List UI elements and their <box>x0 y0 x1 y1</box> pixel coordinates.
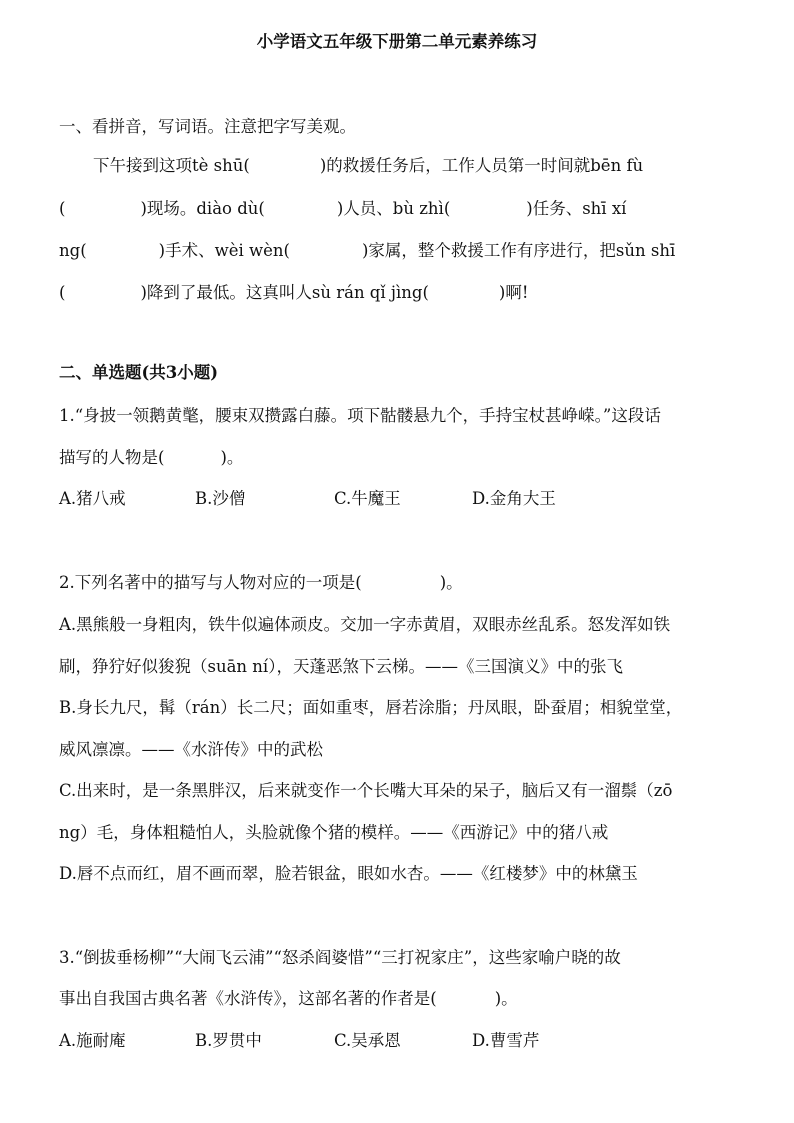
question-3-option-c[interactable]: C.吴承恩 <box>334 1031 401 1050</box>
section-1-heading: 一、看拼音，写词语。注意把字写美观。 <box>59 117 356 136</box>
question-2-option-c[interactable]: C.出来时，是一条黑胖汉，后来就变作一个长嘴大耳朵的呆子，脑后又有一溜鬃（zō <box>59 781 673 800</box>
question-2-option-a[interactable]: A.黑熊般一身粗肉，铁牛似遍体顽皮。交加一字赤黄眉，双眼赤丝乱系。怒发浑如铁 <box>59 615 671 634</box>
question-3-stem: 3.“倒拔垂杨柳”“大闹飞云浦”“怒杀阎婆惜”“三打祝家庄”，这些家喻户晓的故 <box>59 948 621 967</box>
text-segment: )啊! <box>498 283 529 302</box>
question-1-stem: 1.“身披一领鹅黄氅，腰束双攒露白藤。项下骷髅悬九个，手持宝杖甚峥嵘。”这段话 <box>59 406 661 425</box>
question-2-option-a-cont[interactable]: 刷，狰狞好似狻猊（suān ní），天蓬恶煞下云梯。——《三国演义》中的张飞 <box>59 657 623 676</box>
pinyin-line-1 <box>93 155 643 177</box>
pinyin-line-4 <box>59 282 529 304</box>
text-segment: )家属，整个救援工作有序进行，把sǔn shī <box>361 241 676 260</box>
question-1-option-d[interactable]: D.金角大王 <box>472 489 556 508</box>
question-3-option-a[interactable]: A.施耐庵 <box>59 1031 126 1050</box>
text-segment: )任务、shī xí <box>526 199 627 218</box>
text-segment: )人员、bù zhì( <box>336 199 451 218</box>
question-1-stem-cont <box>59 447 243 469</box>
question-3-option-d[interactable]: D.曹雪芹 <box>472 1031 540 1050</box>
text-segment: )。 <box>220 448 244 467</box>
section-2-heading: 二、单选题(共3小题) <box>59 363 219 382</box>
question-2-stem <box>59 572 463 594</box>
pinyin-line-3 <box>59 240 675 262</box>
text-segment: 下午接到这项tè shū( <box>93 156 250 175</box>
text-segment: 2.下列名著中的描写与人物对应的一项是( <box>59 573 362 592</box>
text-segment: ( <box>59 199 66 218</box>
text-segment: )手术、wèi wèn( <box>158 241 290 260</box>
text-segment: )降到了最低。这真叫人sù rán qǐ jìng( <box>140 283 429 302</box>
page-title: 小学语文五年级下册第二单元素养练习 <box>256 32 538 51</box>
text-segment: 描写的人物是( <box>59 448 165 467</box>
text-segment: )。 <box>494 989 518 1008</box>
question-3-option-b[interactable]: B.罗贯中 <box>195 1031 262 1050</box>
question-1-option-c[interactable]: C.牛魔王 <box>334 489 401 508</box>
text-segment: )现场。diào dù( <box>140 199 265 218</box>
text-segment: ( <box>59 283 66 302</box>
question-3-stem-cont <box>59 988 518 1010</box>
question-2-option-b-cont[interactable]: 威风凛凛。——《水浒传》中的武松 <box>59 740 323 759</box>
text-segment: )。 <box>439 573 463 592</box>
question-2-option-b[interactable]: B.身长九尺，髯（rán）长二尺；面如重枣，唇若涂脂；丹凤眼，卧蚕眉；相貌堂堂， <box>59 698 683 717</box>
question-2-option-d[interactable]: D.唇不点而红，眉不画而翠，脸若银盆，眼如水杏。——《红楼梦》中的林黛玉 <box>59 864 638 883</box>
question-2-option-c-cont[interactable]: ng）毛，身体粗糙怕人，头脸就像个猪的模样。——《西游记》中的猪八戒 <box>59 823 609 842</box>
pinyin-line-2 <box>59 198 626 220</box>
question-1-option-b[interactable]: B.沙僧 <box>195 489 246 508</box>
text-segment: )的救援任务后，工作人员第一时间就bēn fù <box>319 156 644 175</box>
question-1-option-a[interactable]: A.猪八戒 <box>59 489 126 508</box>
text-segment: 事出自我国古典名著《水浒传》，这部名著的作者是( <box>59 989 437 1008</box>
text-segment: ng( <box>59 241 87 260</box>
